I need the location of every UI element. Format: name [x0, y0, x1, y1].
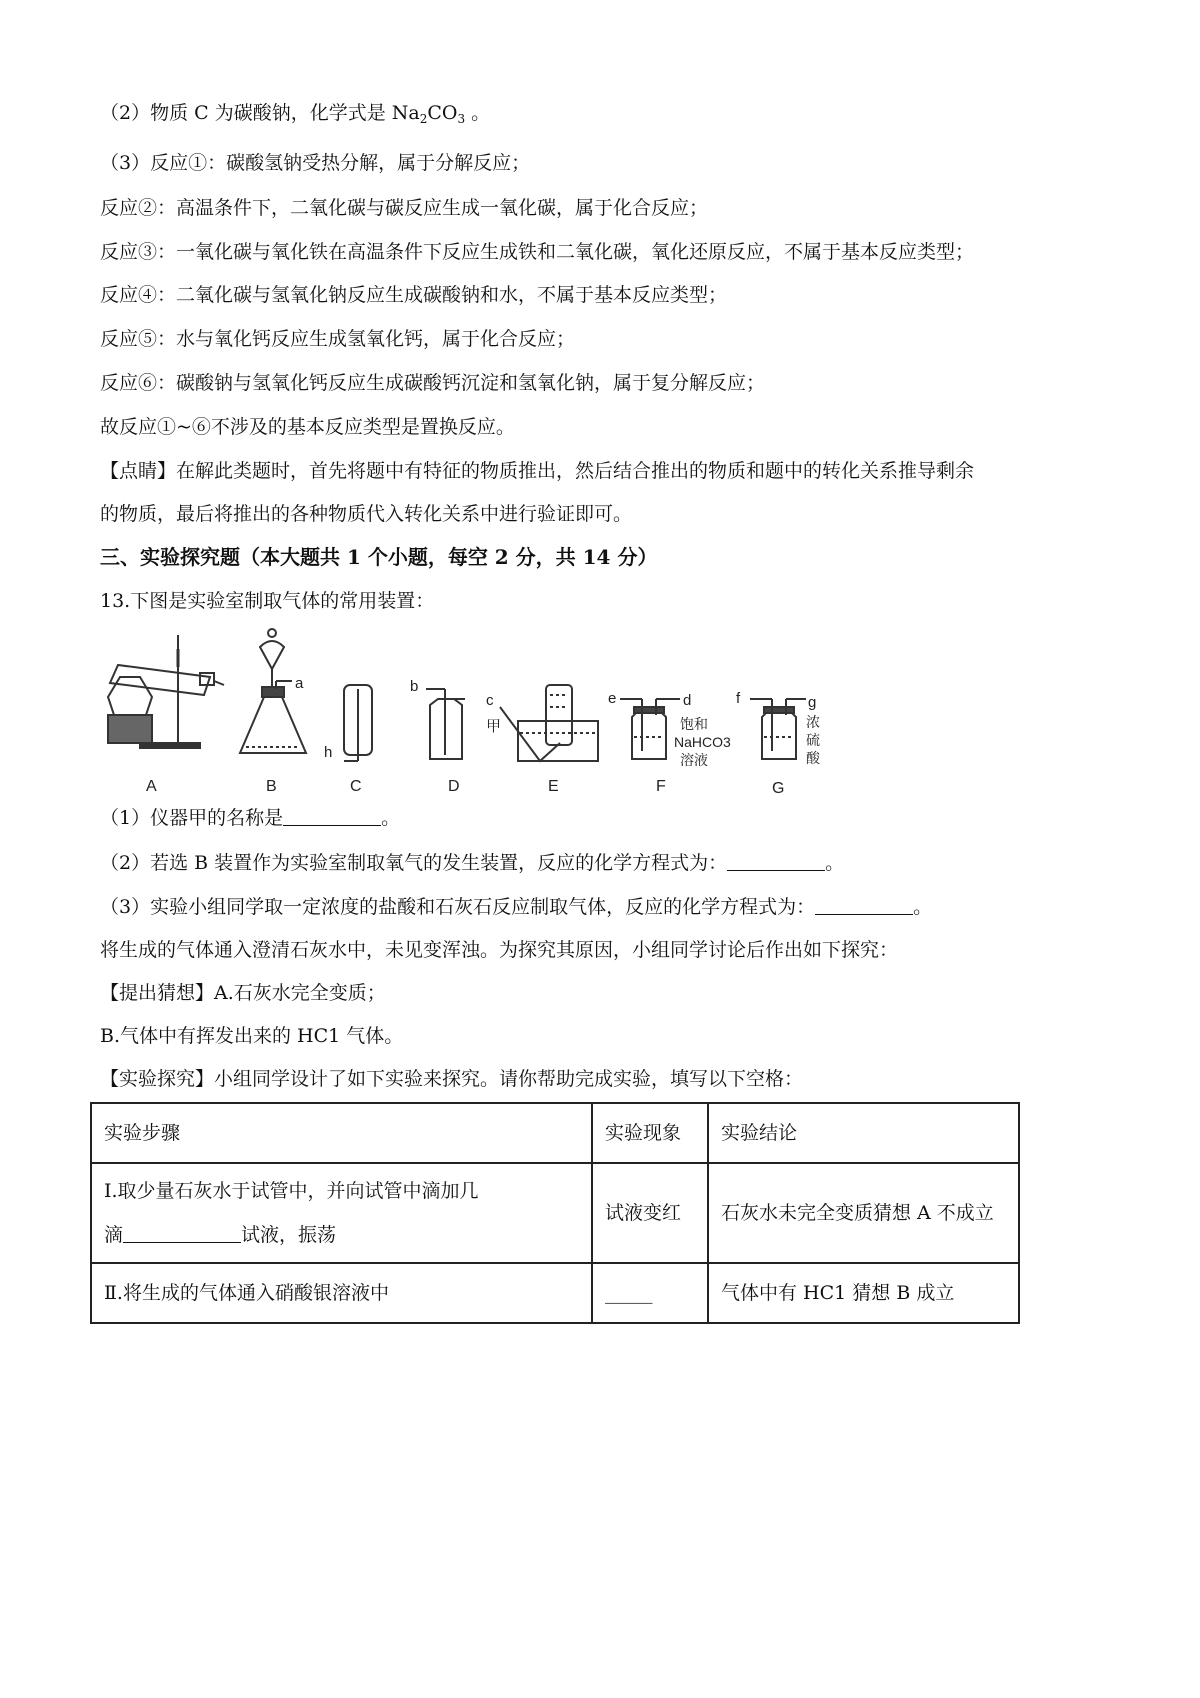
table-header — [91, 1103, 1019, 1163]
guess-b: B.气体中有挥发出来的 HC1 气体。 — [100, 1025, 404, 1047]
section-heading: 三、实验探究题（本大题共 1 个小题，每空 2 分，共 14 分） — [100, 545, 658, 569]
label-jia: 甲 — [486, 718, 502, 735]
port-a: a — [295, 675, 304, 692]
apparatus-diagram — [100, 625, 840, 800]
subquestion-3 — [100, 895, 932, 919]
text: CO — [427, 102, 458, 124]
port-g: g — [808, 694, 817, 711]
f-solution-3: 溶液 — [680, 752, 708, 768]
guess-a: 【提出猜想】A.石灰水完全变质； — [100, 982, 386, 1004]
f-solution-2: NaHCO3 — [674, 734, 731, 750]
label-b: B — [266, 778, 277, 795]
subscript: 3 — [457, 112, 466, 126]
text: Ⅰ.取少量石灰水于试管中，并向试管中滴加几 — [104, 1180, 479, 1202]
reaction-6: 反应⑥：碳酸钠与氢氧化钙反应生成碳酸钙沉淀和氢氧化钠，属于复分解反应； — [100, 372, 766, 394]
port-c: c — [486, 692, 494, 709]
conclusion-line: 故反应①~⑥不涉及的基本反应类型是置换反应。 — [100, 416, 515, 438]
apparatus-c — [344, 685, 372, 761]
g-solution-1: 浓 — [806, 714, 820, 730]
reaction-3: 反应③：一氧化碳与氧化铁在高温条件下反应生成铁和二氧化碳，氧化还原反应，不属于基本反应类型； — [100, 241, 975, 263]
header-conclusion: 实验结论 — [708, 1103, 1019, 1163]
reaction-5: 反应⑤：水与氧化钙反应生成氢氧化钙，属于化合反应； — [100, 328, 576, 350]
apparatus-g — [750, 699, 806, 759]
label-c: C — [350, 778, 362, 795]
question-13: 13.下图是实验室制取气体的常用装置： — [100, 590, 435, 612]
row1-conclusion: 石灰水未完全变质猜想 A 不成立 — [708, 1163, 1019, 1263]
table-row — [91, 1263, 1019, 1323]
row2-phenomenon[interactable]: _____ — [592, 1263, 708, 1323]
row1-phenomenon: 试液变红 — [592, 1163, 708, 1263]
row1-step — [91, 1163, 592, 1263]
header-step: 实验步骤 — [91, 1103, 592, 1163]
row2-step: Ⅱ.将生成的气体通入硝酸银溶液中 — [91, 1263, 592, 1323]
reaction-2: 反应②：高温条件下，二氧化碳与碳反应生成一氧化碳，属于化合反应； — [100, 197, 709, 219]
text: 。 — [825, 852, 845, 874]
text: （3）实验小组同学取一定浓度的盐酸和石灰石反应制取气体，反应的化学方程式为： — [100, 896, 816, 918]
answer-blank[interactable] — [727, 852, 825, 871]
text: （2）物质 C 为碳酸钠，化学式是 Na — [100, 102, 420, 124]
answer-line-2 — [100, 101, 490, 131]
port-h: h — [324, 744, 333, 761]
apparatus-a — [108, 635, 224, 748]
subquestion-2 — [100, 851, 844, 875]
table-row — [91, 1163, 1019, 1263]
f-solution-1: 饱和 — [680, 716, 708, 732]
subscript: 2 — [419, 112, 428, 126]
label-a: A — [146, 778, 157, 795]
port-f: f — [736, 690, 741, 707]
answer-blank[interactable] — [123, 1224, 241, 1243]
text: 。 — [913, 896, 933, 918]
answer-blank[interactable] — [283, 807, 381, 826]
answer-blank[interactable] — [815, 896, 913, 915]
text: 。 — [465, 102, 491, 124]
port-e: e — [608, 690, 617, 707]
text: （2）若选 B 装置作为实验室制取氧气的发生装置，反应的化学方程式为： — [100, 852, 728, 874]
passage: 将生成的气体通入澄清石灰水中，未见变浑浊。为探究其原因，小组同学讨论后作出如下探究： — [100, 939, 899, 961]
tip-line-2: 的物质，最后将推出的各种物质代入转化关系中进行验证即可。 — [100, 503, 633, 525]
text: （1）仪器甲的名称是 — [100, 807, 284, 829]
apparatus-e — [500, 685, 598, 761]
subquestion-1 — [100, 806, 400, 830]
g-solution-2: 硫 — [806, 732, 820, 748]
experiment-table — [90, 1102, 1020, 1324]
apparatus-f — [620, 699, 680, 759]
port-d: d — [683, 692, 692, 709]
answer-line-3: （3）反应①：碳酸氢钠受热分解，属于分解反应； — [100, 152, 531, 174]
label-e: E — [548, 778, 559, 795]
label-f: F — [656, 778, 666, 795]
reaction-4: 反应④：二氧化碳与氢氧化钠反应生成碳酸钠和水，不属于基本反应类型； — [100, 284, 728, 306]
text: 滴 — [104, 1224, 124, 1246]
g-solution-3: 酸 — [806, 750, 820, 766]
explore-intro: 【实验探究】小组同学设计了如下实验来探究。请你帮助完成实验，填写以下空格： — [100, 1068, 804, 1090]
text: 试液，振荡 — [241, 1224, 337, 1246]
label-d: D — [448, 778, 460, 795]
header-phenomenon: 实验现象 — [592, 1103, 708, 1163]
row2-conclusion: 气体中有 HC1 猜想 B 成立 — [708, 1263, 1019, 1323]
apparatus-d — [426, 689, 465, 759]
tip-line-1: 【点睛】在解此类题时，首先将题中有特征的物质推出，然后结合推出的物质和题中的转化关系推导剩余 — [100, 460, 975, 482]
label-g: G — [772, 780, 785, 797]
text: 。 — [381, 807, 401, 829]
port-b: b — [410, 678, 419, 695]
